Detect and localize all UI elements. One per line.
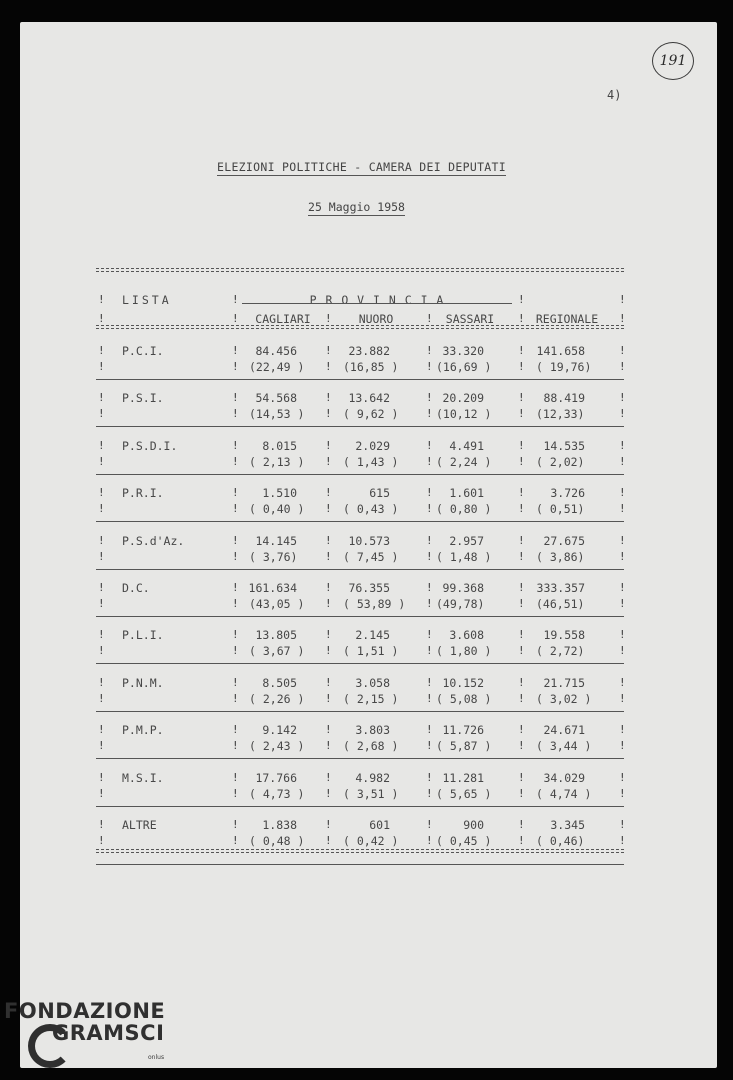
row-lista-label: P.L.I.	[122, 628, 164, 643]
separator: !	[518, 628, 525, 642]
separator: !	[518, 770, 525, 784]
separator: !	[98, 818, 105, 831]
separator: !	[325, 486, 332, 500]
col-header-nuoro: NUORO	[358, 312, 394, 326]
cell-votes: 9.142	[262, 723, 297, 738]
separator: !	[619, 786, 626, 800]
separator: !	[518, 581, 525, 594]
separator: !	[619, 739, 626, 753]
cell-votes: 34.029	[543, 770, 585, 785]
cell-votes: 17.766	[255, 770, 297, 785]
cell-votes: 14.535	[543, 438, 585, 453]
page-stamp: 191	[652, 42, 694, 80]
separator: !	[232, 723, 239, 737]
rule-row	[96, 616, 624, 617]
separator: !	[426, 360, 433, 373]
cell-votes: 27.675	[543, 533, 585, 548]
cell-votes: 11.281	[442, 770, 484, 785]
separator: !	[619, 502, 626, 516]
separator: !	[619, 344, 626, 357]
separator: !	[619, 644, 626, 658]
separator: !	[232, 486, 239, 500]
separator: !	[518, 360, 525, 373]
separator: !	[518, 312, 525, 325]
cell-percent: ( 1,48 )	[436, 549, 492, 564]
separator: !	[325, 549, 332, 563]
separator: !	[518, 533, 525, 547]
separator: !	[518, 486, 525, 500]
separator: !	[232, 549, 239, 563]
page-number: 4)	[607, 88, 622, 102]
cell-percent: ( 3,76)	[249, 549, 298, 564]
separator: !	[325, 770, 332, 784]
separator: !	[426, 786, 433, 800]
watermark-logo: FONDAZIONE GRAMSCI	[4, 999, 166, 1045]
cell-votes: 2.029	[355, 438, 390, 453]
separator: !	[426, 438, 433, 452]
row-lista-label: P.R.I.	[122, 486, 164, 501]
separator: !	[426, 581, 433, 594]
separator: !	[325, 834, 332, 847]
separator: !	[98, 293, 105, 306]
cell-percent: ( 0,42 )	[343, 834, 399, 848]
separator: !	[619, 533, 626, 547]
rule-row	[96, 379, 624, 380]
separator: !	[619, 293, 626, 306]
separator: !	[426, 818, 433, 831]
separator: !	[426, 549, 433, 563]
cell-votes: 10.573	[348, 533, 390, 548]
separator: !	[325, 581, 332, 594]
separator: !	[518, 549, 525, 563]
row-lista-label: P.S.d'Az.	[122, 533, 185, 548]
cell-votes: 3.726	[550, 486, 585, 501]
cell-percent: ( 4,73 )	[249, 786, 305, 801]
separator: !	[98, 533, 105, 547]
cell-percent: ( 2,68 )	[343, 739, 399, 754]
cell-votes: 33.320	[442, 344, 484, 358]
separator: !	[619, 360, 626, 373]
cell-votes: 3.058	[355, 675, 390, 690]
separator: !	[518, 391, 525, 405]
cell-percent: (49,78)	[436, 597, 485, 611]
cell-percent: ( 0,46)	[536, 834, 585, 848]
separator: !	[98, 549, 105, 563]
separator: !	[232, 360, 239, 373]
cell-percent: ( 3,44 )	[536, 739, 592, 754]
separator: !	[98, 360, 105, 373]
separator: !	[426, 391, 433, 405]
separator: !	[518, 675, 525, 689]
row-lista-label: P.M.P.	[122, 723, 164, 738]
cell-percent: ( 5,87 )	[436, 739, 492, 754]
separator: !	[232, 675, 239, 689]
separator: !	[619, 454, 626, 468]
cell-votes: 333.357	[536, 581, 585, 595]
watermark-g-icon	[28, 1024, 72, 1068]
cell-percent: (46,51)	[536, 597, 585, 611]
separator: !	[518, 502, 525, 516]
separator: !	[619, 834, 626, 847]
separator: !	[619, 438, 626, 452]
separator: !	[98, 770, 105, 784]
separator: !	[325, 597, 332, 610]
rule-row	[96, 758, 624, 759]
separator: !	[518, 644, 525, 658]
separator: !	[232, 344, 239, 357]
separator: !	[232, 407, 239, 421]
separator: !	[232, 644, 239, 658]
separator: !	[98, 407, 105, 421]
separator: !	[325, 344, 332, 357]
separator: !	[619, 549, 626, 563]
separator: !	[325, 691, 332, 705]
cell-percent: ( 3,67 )	[249, 644, 305, 659]
cell-percent: ( 0,40 )	[249, 502, 305, 517]
separator: !	[426, 486, 433, 500]
separator: !	[426, 691, 433, 705]
separator: !	[426, 344, 433, 357]
separator: !	[325, 502, 332, 516]
separator: !	[426, 723, 433, 737]
separator: !	[98, 581, 105, 594]
separator: !	[232, 818, 239, 831]
separator: !	[232, 312, 239, 325]
separator: !	[426, 502, 433, 516]
separator: !	[98, 597, 105, 610]
cell-percent: ( 2,02)	[536, 454, 585, 469]
document-title: ELEZIONI POLITICHE - CAMERA DEI DEPUTATI	[217, 160, 506, 174]
cell-votes: 14.145	[255, 533, 297, 548]
separator: !	[325, 438, 332, 452]
separator: !	[98, 644, 105, 658]
col-header-regionale: REGIONALE	[535, 312, 599, 326]
separator: !	[325, 391, 332, 405]
separator: !	[232, 628, 239, 642]
separator: !	[518, 723, 525, 737]
separator: !	[325, 312, 332, 325]
separator: !	[426, 770, 433, 784]
separator: !	[325, 644, 332, 658]
rule-row	[96, 569, 624, 570]
cell-percent: ( 53,89 )	[343, 597, 406, 611]
separator: !	[619, 391, 626, 405]
separator: !	[98, 344, 105, 357]
rule-double	[96, 849, 624, 853]
cell-percent: ( 0,48 )	[249, 834, 305, 848]
cell-votes: 19.558	[543, 628, 585, 643]
separator: !	[325, 360, 332, 373]
separator: !	[232, 391, 239, 405]
separator: !	[518, 786, 525, 800]
separator: !	[325, 407, 332, 421]
separator: !	[325, 786, 332, 800]
separator: !	[518, 407, 525, 421]
separator: !	[619, 675, 626, 689]
cell-votes: 88.419	[543, 391, 585, 406]
separator: !	[426, 533, 433, 547]
separator: !	[325, 675, 332, 689]
cell-percent: ( 0,51)	[536, 502, 585, 517]
cell-votes: 10.152	[442, 675, 484, 690]
col-lista-header: LISTA	[122, 293, 172, 307]
rule-row	[96, 806, 624, 807]
cell-percent: ( 3,51 )	[343, 786, 399, 801]
cell-votes: 2.957	[449, 533, 484, 548]
separator: !	[98, 454, 105, 468]
separator: !	[98, 834, 105, 847]
cell-percent: (12,33)	[536, 407, 585, 422]
watermark-sub: onlus	[148, 1054, 165, 1061]
separator: !	[518, 438, 525, 452]
cell-percent: ( 1,43 )	[343, 454, 399, 469]
col-provincia-header: P R O V I N C I A	[309, 293, 445, 307]
separator: !	[619, 407, 626, 421]
rule-row	[96, 474, 624, 475]
separator: !	[426, 675, 433, 689]
cell-votes: 11.726	[442, 723, 484, 738]
separator: !	[232, 454, 239, 468]
cell-percent: ( 0,45 )	[436, 834, 492, 848]
cell-percent: ( 5,65 )	[436, 786, 492, 801]
separator: !	[98, 628, 105, 642]
separator: !	[426, 628, 433, 642]
cell-percent: (10,12 )	[436, 407, 492, 422]
separator: !	[325, 628, 332, 642]
row-lista-label: P.N.M.	[122, 675, 164, 690]
separator: !	[619, 770, 626, 784]
cell-votes: 3.345	[550, 818, 585, 832]
rule-bottom	[96, 864, 624, 865]
cell-percent: ( 2,26 )	[249, 691, 305, 706]
separator: !	[232, 770, 239, 784]
cell-percent: (43,05 )	[249, 597, 305, 611]
col-header-cagliari: CAGLIARI	[255, 312, 311, 326]
separator: !	[518, 344, 525, 357]
cell-percent: ( 0,43 )	[343, 502, 399, 517]
cell-percent: (14,53 )	[249, 407, 305, 422]
cell-percent: ( 1,51 )	[343, 644, 399, 659]
cell-percent: ( 9,62 )	[343, 407, 399, 422]
separator: !	[325, 454, 332, 468]
separator: !	[619, 628, 626, 642]
cell-percent: ( 2,43 )	[249, 739, 305, 754]
separator: !	[98, 691, 105, 705]
separator: !	[98, 391, 105, 405]
rule-double	[96, 268, 624, 272]
cell-votes: 24.671	[543, 723, 585, 738]
cell-votes: 76.355	[348, 581, 390, 595]
separator: !	[518, 293, 525, 306]
cell-votes: 615	[369, 486, 390, 501]
separator: !	[98, 438, 105, 452]
cell-votes: 3.608	[449, 628, 484, 643]
cell-votes: 84.456	[255, 344, 297, 358]
cell-votes: 1.510	[262, 486, 297, 501]
row-lista-label: M.S.I.	[122, 770, 164, 785]
separator: !	[426, 739, 433, 753]
separator: !	[619, 691, 626, 705]
separator: !	[426, 597, 433, 610]
separator: !	[426, 454, 433, 468]
cell-percent: ( 3,02 )	[536, 691, 592, 706]
cell-percent: ( 1,80 )	[436, 644, 492, 659]
separator: !	[232, 834, 239, 847]
cell-percent: ( 2,13 )	[249, 454, 305, 469]
separator: !	[98, 312, 105, 325]
separator: !	[232, 597, 239, 610]
rule-row	[96, 711, 624, 712]
cell-votes: 161.634	[248, 581, 297, 595]
separator: !	[232, 739, 239, 753]
document-date: 25 Maggio 1958	[308, 200, 405, 214]
cell-percent: (16,85 )	[343, 360, 399, 374]
cell-percent: ( 3,86)	[536, 549, 585, 564]
cell-percent: (22,49 )	[249, 360, 305, 374]
separator: !	[98, 486, 105, 500]
separator: !	[426, 834, 433, 847]
cell-percent: ( 2,72)	[536, 644, 585, 659]
separator: !	[518, 691, 525, 705]
cell-votes: 141.658	[536, 344, 585, 358]
cell-votes: 21.715	[543, 675, 585, 690]
rule-row	[96, 521, 624, 522]
separator: !	[518, 739, 525, 753]
cell-votes: 900	[463, 818, 484, 832]
separator: !	[619, 312, 626, 325]
cell-votes: 1.838	[262, 818, 297, 832]
separator: !	[518, 597, 525, 610]
cell-percent: ( 2,15 )	[343, 691, 399, 706]
row-lista-label: P.S.D.I.	[122, 438, 178, 453]
cell-percent: (16,69 )	[436, 360, 492, 374]
separator: !	[518, 834, 525, 847]
separator: !	[232, 438, 239, 452]
cell-percent: ( 5,08 )	[436, 691, 492, 706]
separator: !	[232, 691, 239, 705]
cell-votes: 23.882	[348, 344, 390, 358]
row-lista-label: P.S.I.	[122, 391, 164, 406]
separator: !	[426, 407, 433, 421]
separator: !	[619, 486, 626, 500]
separator: !	[325, 533, 332, 547]
separator: !	[426, 312, 433, 325]
separator: !	[518, 454, 525, 468]
cell-votes: 2.145	[355, 628, 390, 643]
cell-votes: 4.982	[355, 770, 390, 785]
separator: !	[325, 723, 332, 737]
cell-votes: 3.803	[355, 723, 390, 738]
cell-votes: 13.642	[348, 391, 390, 406]
col-header-sassari: SASSARI	[445, 312, 495, 326]
cell-percent: ( 19,76)	[536, 360, 592, 374]
cell-percent: ( 7,45 )	[343, 549, 399, 564]
separator: !	[232, 581, 239, 594]
cell-percent: ( 0,80 )	[436, 502, 492, 517]
cell-votes: 8.505	[262, 675, 297, 690]
cell-votes: 54.568	[255, 391, 297, 406]
row-lista-label: P.C.I.	[122, 344, 164, 358]
row-lista-label: D.C.	[122, 581, 150, 595]
row-lista-label: ALTRE	[122, 818, 157, 832]
separator: !	[98, 502, 105, 516]
cell-votes: 1.601	[449, 486, 484, 501]
cell-votes: 20.209	[442, 391, 484, 406]
cell-votes: 601	[369, 818, 390, 832]
separator: !	[232, 293, 239, 306]
cell-percent: ( 2,24 )	[436, 454, 492, 469]
separator: !	[619, 723, 626, 737]
cell-votes: 8.015	[262, 438, 297, 453]
separator: !	[325, 739, 332, 753]
separator: !	[232, 786, 239, 800]
rule-double	[96, 325, 624, 329]
cell-votes: 99.368	[442, 581, 484, 595]
separator: !	[619, 597, 626, 610]
cell-votes: 13.805	[255, 628, 297, 643]
separator: !	[426, 644, 433, 658]
separator: !	[98, 723, 105, 737]
separator: !	[619, 581, 626, 594]
separator: !	[232, 502, 239, 516]
rule-row	[96, 663, 624, 664]
separator: !	[98, 739, 105, 753]
rule-row	[96, 426, 624, 427]
cell-percent: ( 4,74 )	[536, 786, 592, 801]
separator: !	[98, 675, 105, 689]
separator: !	[98, 786, 105, 800]
cell-votes: 4.491	[449, 438, 484, 453]
separator: !	[619, 818, 626, 831]
separator: !	[518, 818, 525, 831]
separator: !	[232, 533, 239, 547]
rule-provincia	[242, 303, 512, 304]
separator: !	[325, 818, 332, 831]
